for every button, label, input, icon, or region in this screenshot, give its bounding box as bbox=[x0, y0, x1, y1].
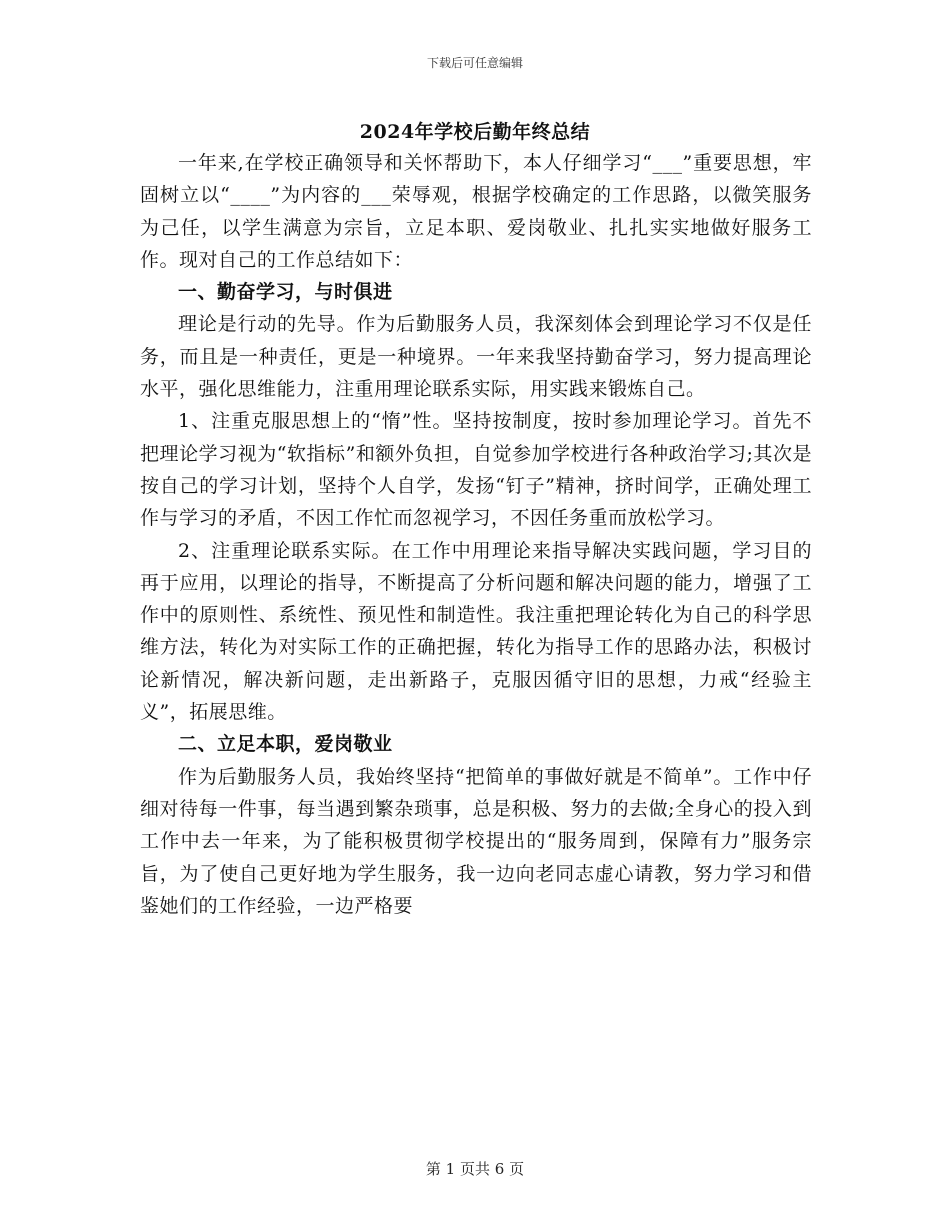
section-1-paragraph: 理论是行动的先导。作为后勤服务人员，我深刻体会到理论学习不仅是任务，而且是一种责任，更是一种境界。一年来我坚持勤奋学习，努力提高理论水平，强化思维能力，注重用理论联系实际，用实践来锻炼自己。 bbox=[140, 313, 812, 401]
intro-paragraph: 一年来,在学校正确领导和关怀帮助下，本人仔细学习“___”重要思想，牢固树立以“____”为内容的___荣辱观，根据学校确定的工作思路，以微笑服务为己任，以学生满意为宗旨，立足本职、爱岗敬业、扎扎实实地做好服务工作。现对自己的工作总结如下： bbox=[140, 152, 812, 271]
section-heading-2: 二、立足本职，爱岗敬业 bbox=[178, 733, 393, 756]
section-1-point-2: 2、注重理论联系实际。在工作中用理论来指导解决实践问题，学习目的再于应用，以理论的指导，不断提高了分析问题和解决问题的能力，增强了工作中的原则性、系统性、预见性和制造性。我注重把理论转化为自己的科学思维方法，转化为对实际工作的正确把握，转化为指导工作的思路办法，积极讨论新情况，解决新问题，走出新路子，克服因循守旧的思想，力戒“经验主义”，拓展思维。 bbox=[140, 539, 812, 724]
document-body bbox=[140, 147, 812, 922]
document-title: 2024年学校后勤年终总结 bbox=[359, 121, 591, 143]
page-header-note: 下载后可任意编辑 bbox=[426, 56, 523, 70]
section-1-point-1: 1、注重克服思想上的“惰”性。坚持按制度，按时参加理论学习。首先不把理论学习视为“软指标”和额外负担，自觉参加学校进行各种政治学习;其次是按自己的学习计划，坚持个人自学，发扬“钉子”精神，挤时间学，正确处理工作与学习的矛盾，不因工作忙而忽视学习，不因任务重而放松学习。 bbox=[140, 410, 812, 530]
section-heading-1: 一、勤奋学习，与时俱进 bbox=[178, 281, 393, 304]
page-number: 第 1 页共 6 页 bbox=[425, 1160, 525, 1178]
section-2-paragraph: 作为后勤服务人员，我始终坚持“把简单的事做好就是不简单”。工作中仔细对待每一件事，每当遇到繁杂琐事，总是积极、努力的去做;全身心的投入到工作中去一年来，为了能积极贯彻学校提出的“服务周到，保障有力”服务宗旨，为了使自己更好地为学生服务，我一边向老同志虚心请教，努力学习和借鉴她们的工作经验，一边严格要 bbox=[140, 765, 812, 917]
